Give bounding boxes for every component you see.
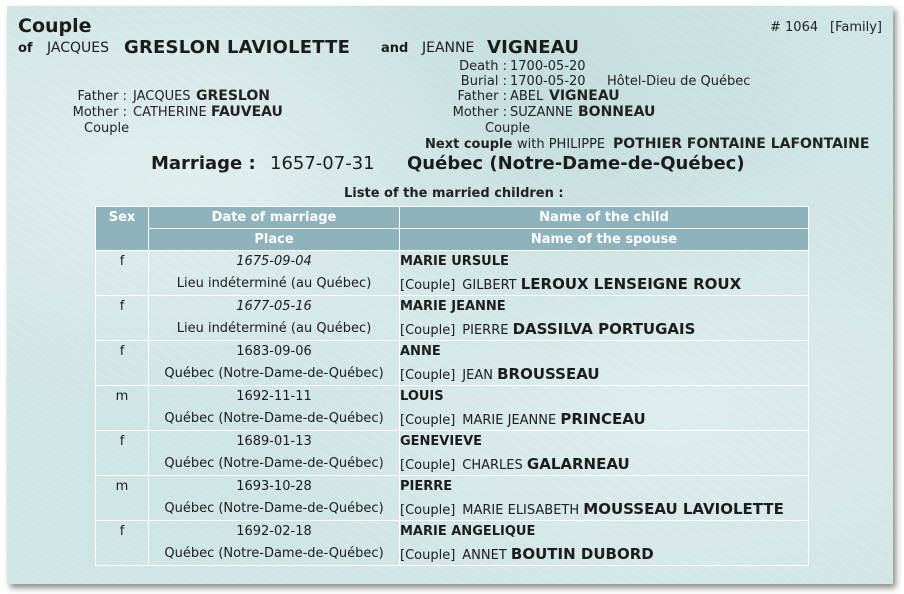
child-sex-value: f: [119, 344, 125, 359]
wife-father-label: Father :: [457, 89, 507, 104]
child-name[interactable]: MARIE JEANNE: [400, 299, 506, 314]
child-couple-link[interactable]: [Couple]: [400, 458, 456, 473]
spouse-first-name[interactable]: ANNET: [462, 548, 507, 563]
header-spouse: Name of the spouse: [400, 229, 809, 251]
child-couple-link[interactable]: [Couple]: [400, 413, 456, 428]
child-marriage-place: Lieu indéterminé (au Québec): [176, 321, 372, 336]
wife-burial-place: Hôtel-Dieu de Québec: [607, 74, 751, 89]
child-names: [400, 521, 809, 566]
spouse-first-name[interactable]: CHARLES: [462, 458, 523, 473]
husband-father-last: GRESLON: [196, 88, 270, 104]
child-date-place: [149, 386, 400, 431]
child-couple-link[interactable]: [Couple]: [400, 368, 456, 383]
page-title: Couple: [18, 15, 92, 37]
children-list-title: Liste of the married children :: [344, 186, 564, 201]
child-names: [400, 476, 809, 521]
child-marriage-place: Québec (Notre-Dame-de-Québec): [164, 456, 384, 471]
husband-father-first: JACQUES: [133, 89, 191, 104]
child-marriage-place: Québec (Notre-Dame-de-Québec): [164, 501, 384, 516]
child-marriage-date: 1689-01-13: [236, 434, 312, 449]
and-label: and: [381, 41, 409, 56]
children-table: [95, 206, 809, 566]
child-sex-value: f: [119, 524, 125, 539]
marriage-date: 1657-07-31: [270, 153, 375, 174]
wife-first-name: JEANNE: [422, 40, 475, 56]
header-place: Place: [149, 229, 400, 251]
spouse-last-name[interactable]: PRINCEAU: [560, 410, 646, 428]
child-date-place: [149, 296, 400, 341]
table-row: [96, 251, 809, 296]
husband-couple-link[interactable]: Couple: [84, 121, 130, 136]
child-name[interactable]: GENEVIEVE: [400, 434, 483, 449]
child-sex: [96, 341, 149, 386]
spouse-last-name[interactable]: BOUTIN DUBORD: [510, 545, 654, 563]
child-sex: [96, 476, 149, 521]
wife-mother-label: Mother :: [452, 105, 507, 120]
child-sex-value: m: [115, 479, 129, 494]
wife-burial-date: 1700-05-20: [510, 74, 586, 89]
husband-mother-last: FAUVEAU: [211, 104, 283, 120]
child-sex: [96, 251, 149, 296]
child-date-place: [149, 521, 400, 566]
child-sex: [96, 386, 149, 431]
husband-father-label: Father :: [77, 89, 127, 104]
child-name[interactable]: PIERRE: [400, 479, 453, 494]
spouse-last-name[interactable]: MOUSSEAU LAVIOLETTE: [583, 500, 784, 518]
table-row: [96, 341, 809, 386]
child-marriage-date: 1683-09-06: [236, 344, 312, 359]
child-marriage-place: Lieu indéterminé (au Québec): [176, 276, 372, 291]
table-row: [96, 431, 809, 476]
child-marriage-date: 1675-09-04: [236, 254, 312, 269]
husband-first-name: JACQUES: [47, 40, 109, 56]
spouse-first-name[interactable]: JEAN: [462, 368, 493, 383]
wife-death-date: 1700-05-20: [510, 59, 586, 74]
spouse-last-name[interactable]: GALARNEAU: [526, 455, 630, 473]
child-names: [400, 386, 809, 431]
spouse-last-name[interactable]: LEROUX LENSEIGNE ROUX: [520, 275, 742, 293]
child-sex: [96, 296, 149, 341]
spouse-first-name[interactable]: PIERRE: [462, 323, 509, 338]
record-number: # 1064: [770, 20, 819, 35]
child-date-place: [149, 476, 400, 521]
next-couple-label: Next couple: [425, 137, 513, 152]
child-name[interactable]: LOUIS: [400, 389, 444, 404]
child-couple-link[interactable]: [Couple]: [400, 323, 456, 338]
child-couple-link[interactable]: [Couple]: [400, 503, 456, 518]
record-page: [7, 6, 893, 584]
child-names: [400, 296, 809, 341]
child-marriage-date: 1677-05-16: [236, 299, 312, 314]
child-date-place: [149, 251, 400, 296]
child-names: [400, 341, 809, 386]
husband-mother-label: Mother :: [72, 105, 127, 120]
marriage-place: Québec (Notre-Dame-de-Québec): [407, 153, 745, 174]
header-sex: Sex: [96, 207, 149, 251]
child-couple-link[interactable]: [Couple]: [400, 548, 456, 563]
child-marriage-place: Québec (Notre-Dame-de-Québec): [164, 411, 384, 426]
table-row: [96, 476, 809, 521]
child-sex-value: f: [119, 434, 125, 449]
wife-father-first: ABEL: [510, 89, 544, 104]
child-marriage-date: 1693-10-28: [236, 479, 312, 494]
child-marriage-date: 1692-02-18: [236, 524, 312, 539]
husband-mother-first: CATHERINE: [133, 105, 207, 120]
next-couple-with[interactable]: with PHILIPPE: [517, 137, 606, 152]
spouse-first-name[interactable]: MARIE ELISABETH: [462, 503, 580, 518]
wife-last-name: VIGNEAU: [487, 37, 580, 58]
child-sex-value: f: [119, 299, 125, 314]
next-couple-last[interactable]: POTHIER FONTAINE LAFONTAINE: [613, 136, 870, 152]
child-names: [400, 251, 809, 296]
child-date-place: [149, 341, 400, 386]
family-link[interactable]: [Family]: [830, 20, 882, 35]
husband-last-name: GRESLON LAVIOLETTE: [124, 37, 351, 58]
child-name[interactable]: ANNE: [400, 344, 441, 359]
marriage-label: Marriage :: [151, 153, 256, 174]
spouse-last-name[interactable]: BROUSSEAU: [497, 365, 600, 383]
header-child: Name of the child: [400, 207, 809, 229]
of-label: of: [18, 41, 33, 56]
wife-father-last: VIGNEAU: [549, 88, 620, 104]
table-row: [96, 521, 809, 566]
child-name[interactable]: MARIE URSULE: [400, 254, 509, 269]
child-names: [400, 431, 809, 476]
table-row: [96, 296, 809, 341]
child-sex-value: f: [119, 254, 125, 269]
child-sex: [96, 521, 149, 566]
header-date: Date of marriage: [149, 207, 400, 229]
child-marriage-date: 1692-11-11: [236, 389, 312, 404]
wife-mother-first: SUZANNE: [510, 105, 574, 120]
wife-death-label: Death :: [459, 59, 507, 74]
spouse-first-name[interactable]: GILBERT: [462, 278, 517, 293]
wife-couple-link[interactable]: Couple: [485, 121, 531, 136]
child-sex-value: m: [115, 389, 129, 404]
wife-mother-last: BONNEAU: [578, 104, 656, 120]
wife-burial-label: Burial :: [460, 74, 507, 89]
child-marriage-place: Québec (Notre-Dame-de-Québec): [164, 366, 384, 381]
child-date-place: [149, 431, 400, 476]
spouse-first-name[interactable]: MARIE JEANNE: [462, 413, 557, 428]
spouse-last-name[interactable]: DASSILVA PORTUGAIS: [512, 320, 696, 338]
child-couple-link[interactable]: [Couple]: [400, 278, 456, 293]
child-marriage-place: Québec (Notre-Dame-de-Québec): [164, 546, 384, 561]
child-name[interactable]: MARIE ANGELIQUE: [400, 524, 536, 539]
child-sex: [96, 431, 149, 476]
table-row: [96, 386, 809, 431]
